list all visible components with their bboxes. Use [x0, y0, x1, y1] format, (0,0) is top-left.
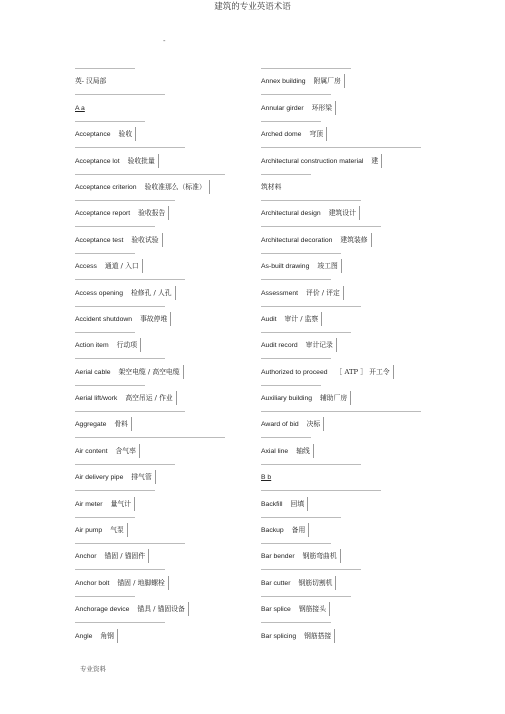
row-divider [75, 147, 185, 148]
term-chinese: 排气管 [131, 470, 155, 484]
term-chinese: 量气计 [111, 497, 135, 511]
term-english: Bar splicing [261, 632, 297, 640]
term-english: Acceptance report [75, 210, 131, 218]
row-divider [75, 306, 165, 307]
row-divider [75, 174, 225, 175]
term-english: 筑材料 [261, 183, 282, 191]
row-divider [75, 279, 185, 280]
row-divider [75, 332, 135, 333]
term-chinese: 钢筋搭接 [304, 629, 335, 643]
glossary-row [261, 490, 501, 516]
term-chinese: 决标 [307, 417, 325, 431]
term-chinese: 环形梁 [312, 101, 336, 115]
term-english: Aerial lift/work [75, 395, 118, 403]
row-divider [75, 253, 135, 254]
glossary-row [261, 517, 501, 543]
term-english: 英- 汉局部 [75, 78, 107, 86]
row-divider [75, 226, 155, 227]
term-english: Air meter [75, 500, 103, 508]
row-divider [261, 68, 351, 69]
term-chinese: 验收报告 [138, 206, 169, 220]
term-english: Air content [75, 447, 108, 455]
term-chinese: 验收试验 [131, 233, 162, 247]
term-chinese: 竣工图 [317, 259, 341, 273]
row-divider [261, 279, 331, 280]
term-chinese: 验收准那么（标准） [145, 180, 210, 194]
term-chinese: 钢筋接头 [299, 602, 330, 616]
glossary-row [261, 437, 501, 463]
term-chinese: 锚固 / 地脚螺栓 [117, 576, 168, 590]
term-english: Anchorage device [75, 606, 130, 614]
term-chinese: 验收 [119, 127, 137, 141]
term-chinese: 行动项 [117, 338, 141, 352]
glossary-row [261, 411, 501, 437]
term-english: Air pump [75, 527, 103, 535]
term-english: Anchor bolt [75, 579, 110, 587]
row-divider [75, 464, 175, 465]
glossary-row [261, 147, 501, 173]
row-divider [75, 517, 135, 518]
term-chinese: 建 [371, 154, 382, 168]
term-english: Acceptance test [75, 236, 124, 244]
term-english: A a [75, 104, 85, 112]
term-chinese: 辅助厂房 [320, 391, 351, 405]
term-english: Architectural construction material [261, 157, 364, 165]
term-english: Aerial cable [75, 368, 111, 376]
row-divider [261, 517, 341, 518]
term-english: Angle [75, 632, 93, 640]
row-divider [261, 490, 381, 491]
term-chinese: 高空吊运 / 作业 [125, 391, 176, 405]
top-mark: - [163, 37, 166, 45]
term-english: Assessment [261, 289, 299, 297]
glossary-row [261, 121, 501, 147]
glossary-row [261, 200, 501, 226]
glossary-row [261, 174, 501, 200]
row-divider [261, 543, 331, 544]
term-english: Aggregate [75, 421, 107, 429]
term-chinese: 事故停堆 [140, 312, 171, 326]
term-chinese: 评价 / 评定 [306, 286, 344, 300]
term-chinese: 轴线 [296, 444, 314, 458]
row-divider [75, 596, 135, 597]
row-divider [261, 464, 361, 465]
term-english: Bar bender [261, 553, 295, 561]
term-chinese: 穹顶 [309, 127, 327, 141]
row-divider [261, 306, 361, 307]
row-divider [261, 121, 321, 122]
glossary-row [261, 94, 501, 120]
term-chinese: 钢筋切割机 [298, 576, 336, 590]
term-english: Access opening [75, 289, 123, 297]
glossary-row [261, 543, 501, 569]
row-divider [261, 385, 321, 386]
term-chinese: 气泵 [110, 523, 128, 537]
term-chinese: 建筑设计 [329, 206, 360, 220]
row-divider [261, 622, 331, 623]
term-english: Audit [261, 315, 277, 323]
term-english: Authorized to proceed [261, 368, 328, 376]
term-english: Annex building [261, 78, 306, 86]
glossary-row [261, 226, 501, 252]
term-chinese: 验收批量 [128, 154, 159, 168]
term-chinese: 审计 / 监察 [285, 312, 323, 326]
glossary-row [261, 332, 501, 358]
row-divider [261, 94, 331, 95]
term-chinese: 锚具 / 锚固设备 [137, 602, 188, 616]
term-chinese: 架空电缆 / 高空电缆 [119, 365, 184, 379]
row-divider [75, 437, 225, 438]
term-english: B b [261, 474, 272, 482]
row-divider [75, 121, 145, 122]
row-divider [75, 68, 135, 69]
term-english: Access [75, 263, 97, 271]
row-divider [261, 596, 351, 597]
term-english: Acceptance criterion [75, 183, 137, 191]
term-english: Audit record [261, 342, 298, 350]
glossary-row [261, 253, 501, 279]
glossary-row [261, 306, 501, 332]
term-chinese: 审计记录 [306, 338, 337, 352]
row-divider [261, 174, 311, 175]
term-english: Auxiliary building [261, 395, 313, 403]
row-divider [261, 569, 361, 570]
term-english: Action item [75, 342, 109, 350]
row-divider [75, 543, 185, 544]
row-divider [75, 200, 175, 201]
row-divider [261, 332, 351, 333]
page-footer: 专业资料 [80, 665, 106, 673]
term-chinese: 钢筋弯曲机 [303, 549, 341, 563]
glossary-row [261, 464, 501, 490]
row-divider [261, 253, 341, 254]
row-divider [261, 437, 311, 438]
term-english: Anchor [75, 553, 97, 561]
page-title: 建筑的专业英语术语 [214, 2, 291, 12]
row-divider [75, 411, 185, 412]
glossary-row [261, 279, 501, 305]
row-divider [75, 94, 165, 95]
row-divider [75, 385, 145, 386]
row-divider [261, 411, 421, 412]
term-english: Accident shutdown [75, 315, 133, 323]
term-english: Acceptance lot [75, 157, 120, 165]
glossary-row [261, 385, 501, 411]
term-english: Air delivery pipe [75, 474, 124, 482]
row-divider [75, 622, 165, 623]
term-chinese: ［ ATP ］ 开工令 [336, 365, 394, 379]
term-chinese: 检修孔 / 人孔 [131, 286, 176, 300]
glossary-row [261, 622, 501, 648]
row-divider [261, 147, 421, 148]
term-english: Acceptance [75, 131, 111, 139]
term-chinese: 锚固 / 锚固件 [105, 549, 150, 563]
term-chinese: 骨料 [114, 417, 132, 431]
right-term-column [261, 68, 501, 649]
row-divider [75, 569, 165, 570]
glossary-row [261, 68, 501, 94]
term-english: Architectural design [261, 210, 321, 218]
term-chinese: 备用 [292, 523, 310, 537]
glossary-row [261, 569, 501, 595]
term-english: Award of bid [261, 421, 299, 429]
glossary-row [261, 596, 501, 622]
term-chinese: 建筑装修 [340, 233, 371, 247]
term-english: Arched dome [261, 131, 302, 139]
term-english: Bar splice [261, 606, 291, 614]
term-chinese: 角钢 [100, 629, 118, 643]
row-divider [75, 490, 155, 491]
term-chinese: 附属厂房 [314, 74, 345, 88]
term-chinese: 含气率 [116, 444, 140, 458]
row-divider [261, 226, 381, 227]
term-english: Backfill [261, 500, 283, 508]
term-english: Bar cutter [261, 579, 291, 587]
term-english: Architectural decoration [261, 236, 333, 244]
term-english: Axial line [261, 447, 289, 455]
row-divider [261, 358, 331, 359]
glossary-row [261, 358, 501, 384]
term-english: Backup [261, 527, 284, 535]
term-english: Annular girder [261, 104, 304, 112]
term-chinese: 通道 / 入口 [105, 259, 143, 273]
term-english: As-built drawing [261, 263, 310, 271]
term-chinese: 回填 [291, 497, 309, 511]
row-divider [261, 200, 361, 201]
row-divider [75, 358, 165, 359]
